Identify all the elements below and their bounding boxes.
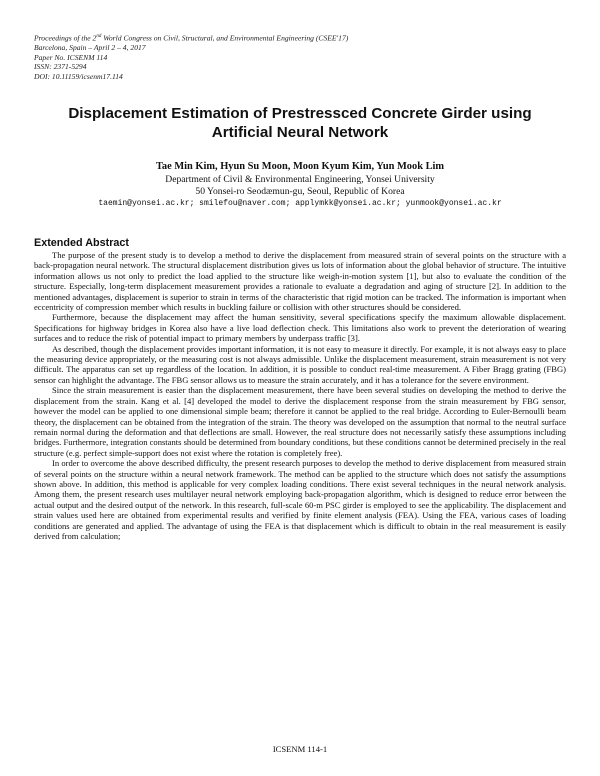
conference-location: Barcelona, Spain – April 2 – 4, 2017	[34, 43, 146, 53]
abstract-body	[34, 250, 566, 541]
issn: ISSN: 2371-5294	[34, 62, 87, 72]
title-line-2: Artificial Neural Network	[211, 124, 389, 141]
address: 50 Yonsei-ro Seodæmun-gu, Seoul, Republic of Korea	[195, 186, 405, 198]
author-list: Tae Min Kim, Hyun Su Moon, Moon Kyum Kim, Yun Mook Lim	[155, 161, 445, 172]
title-line-1: Displacement Estimation of Prestressced Concrete Girder using	[68, 105, 532, 122]
paper-title	[30, 104, 570, 142]
page-footer: ICSENM 114-1	[272, 744, 328, 754]
paragraph: The purpose of the present study is to develop a method to derive the displacement from measured strain of several points on the structure with a back-propagation neural network. The structural displacement distribution gives us lots of information about the global behavior of structure. The intuitive information allows us not only to predict the load applied to the structure like weigh-in-motion system [1], but also to evaluate the condition of the structure. Especially, long-term displacement measurement provides a rationale to evaluate a degradation and aging of structure [2]. In addition to the mentioned advantages, displacement is superior to strain in terms of the characteristic that rigid motion can be tracked. The information is important when eccentricity of compression member which results in buckling failure or collision with other structures should be considered.	[34, 250, 566, 313]
author-emails: taemin@yonsei.ac.kr; smilefou@naver.com; applymkk@yonsei.ac.kr; yunmook@yonsei.ac.kr	[98, 199, 502, 209]
department: Department of Civil & Environmental Engineering, Yonsei University	[165, 174, 435, 185]
affiliation-block	[30, 174, 570, 211]
paragraph: Since the strain measurement is easier than the displacement measurement, there have been several studies on developing the method to derive the displacement from the strain. Kang et al. [4] developed the model to derive the displacement response from the strain measurement by FBG sensor, however the model can be applied to one dimensional simple beam; therefore it cannot be applied to the real bridge. According to Euler-Bernoulli beam theory, the displacement can be obtained from the integration of the strain. The theory was developed on the assumption that normal to the neutral surface remain normal during the deformation and that deflections are small. However, the real structure does not necessarily satisfy these assumptions including bridges. Furthermore, integration constants should be determined from boundary conditions, but these conditions cannot be determined precisely in the real structure (e.g. perfect simple-support does not exist where the rotation is completely free).	[34, 385, 566, 458]
paragraph: In order to overcome the above described difficulty, the present research purposes to develop the method to derive displacement from measured strain of several points on the structure within a neural network framework. The method can be applied to the structure which does not satisfy the assumptions shown above. In addition, this method is applicable for very complex loading conditions. There exist several techniques in the neural network analysis. Among them, the present research uses multilayer neural network employing back-propagation algorithm, which is designed to reduce error between the actual output and the desired output of the network. In this research, full-scale 60-m PSC girder is employed to see the applicability. The displacement and strain values used here are obtained from experimental results and verified by finite element analysis (FEA). Using the FEA, various cases of loading conditions are generated and applied. The advantage of using the FEA is that displacement which is difficult to obtain in the real measurement is easily derived from calculation;	[34, 458, 566, 541]
paragraph: Furthermore, because the displacement may affect the human sensitivity, several specifications specify the maximum allowable displacement. Specifications for highway bridges in Korea also have a live load deflection check. This limitations also work to prevent the deterioration of wearing surfaces and to reduce the risk of potential impact to primary members by underpass traffic [3].	[34, 312, 566, 344]
ordinal-superscript: nd	[96, 34, 102, 39]
paragraph: As described, though the displacement provides important information, it is not easy to measure it directly. For example, it is not always easy to place the measuring device appropriately, or the measuring cost is not always admissible. Unlike the displacement measurement, strain measurement is not very difficult. The apparatus can set up regardless of the location. In addition, it is possible to conduct real-time measurement. A Fiber Bragg grating (FBG) sensor can highlight the advantage. The FBG sensor allows us to measure the strain accurately, and it has a tolerance for the severe environment.	[34, 343, 566, 385]
doi: DOI: 10.11159/icsenm17.114	[34, 71, 123, 81]
proceedings-line: Proceedings of the 2nd World Congress on Civil, Structural, and Environmental Engineering (CSEE'17)	[34, 33, 349, 43]
section-heading: Extended Abstract	[34, 237, 129, 249]
paper-number: Paper No. ICSENM 114	[34, 52, 108, 62]
proceedings-header	[34, 32, 348, 82]
